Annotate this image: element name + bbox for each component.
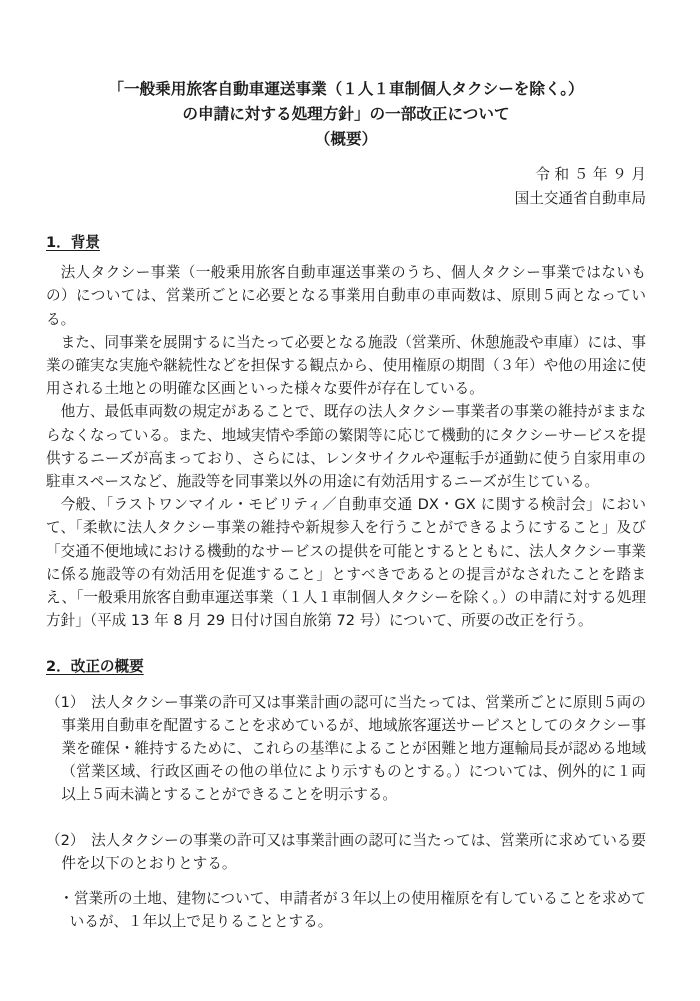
document-meta <box>46 163 646 210</box>
document-organization: 国土交通省自動車局 <box>514 189 646 207</box>
item-2-marker: （2） <box>46 831 85 849</box>
section-1-paragraph-4: 今般、「ラストワンマイル・モビリティ／自動車交通 DX・GX に関する検討会」において、「柔軟に法人タクシー事業の維持や新規参入を行うことができるようにすること」及び「交通不便地域における機動的なサービスの提供を可能とするとともに、法人タクシー事業に係る施設等の有効活用を促進すること」とすべきであるとの提言がなされたことを踏まえ、「一般乗用旅客自動車運送事業（１人１車制個人タクシーを除く。）の申請に対する処理方針」（平成 13 年 8 月 29 日付け国自旅第 72 号）について、所要の改正を行う。 <box>46 496 646 630</box>
section-1-heading-text: 1．背景 <box>46 234 100 251</box>
document-title-line-1: 「一般乗用旅客自動車運送事業（１人１車制個人タクシーを除く。） <box>108 80 584 98</box>
section-1-paragraph-1: 法人タクシー事業（一般乗用旅客自動車運送事業のうち、個人タクシー事業ではないもの）については、営業所ごとに必要となる事業用自動車の車両数は、原則５両となっている。 <box>46 264 646 328</box>
section-1-heading <box>46 231 646 254</box>
document-date: 令 和 ５ 年 ９ 月 <box>535 166 646 183</box>
section-2-item-1 <box>46 691 646 807</box>
section-2-item-2-bullet: ・営業所の土地、建物について、申請者が３年以上の使用権原を有していることを求めているが、１年以上で足りることとする。 <box>59 890 646 931</box>
document-title-line-2: の申請に対する処理方針」の一部改正について <box>182 105 510 123</box>
section-1-paragraph-2: また、同事業を展開するに当たって必要となる施設（営業所、休憩施設や車庫）には、事業の確実な実施や継続性などを担保する観点から、使用権原の期間（３年）や他の用途に使用される土地との明確な区画といった様々な要件が存在している。 <box>46 333 646 398</box>
item-1-text: 法人タクシー事業の許可又は事業計画の認可に当たっては、営業所ごとに原則５両の事業用自動車を配置することを求めているが、地域旅客運送サービスとしてのタクシー事業を確保・維持するために、これらの基準によることが困難と地方運輸局長が認める地域（営業区域、行政区画その他の単位により示すものとする。）については、例外的に１両以上５両未満とすることができることを明示する。 <box>61 693 646 804</box>
document-title <box>46 77 646 152</box>
item-2-text: 法人タクシーの事業の許可又は事業計画の認可に当たっては、営業所に求めている要件を以下のとおりとする。 <box>61 831 646 872</box>
section-2-item-2 <box>46 829 646 875</box>
section-1-paragraph-3: 他方、最低車両数の規定があることで、既存の法人タクシー事業者の事業の維持がままならなくなっている。また、地域実情や季節の繁閑等に応じて機動的にタクシーサービスを提供するニーズが高まっており、さらには、レンタサイクルや運転手が通勤に使う自家用車の駐車スペースなど、施設等を同事業以外の用途に有効活用するニーズが生じている。 <box>46 403 646 491</box>
section-2-heading-text: 2．改正の概要 <box>46 658 144 676</box>
section-2-heading <box>46 655 646 678</box>
item-1-marker: （1） <box>46 693 85 711</box>
document-title-line-3: （概要） <box>314 130 378 148</box>
